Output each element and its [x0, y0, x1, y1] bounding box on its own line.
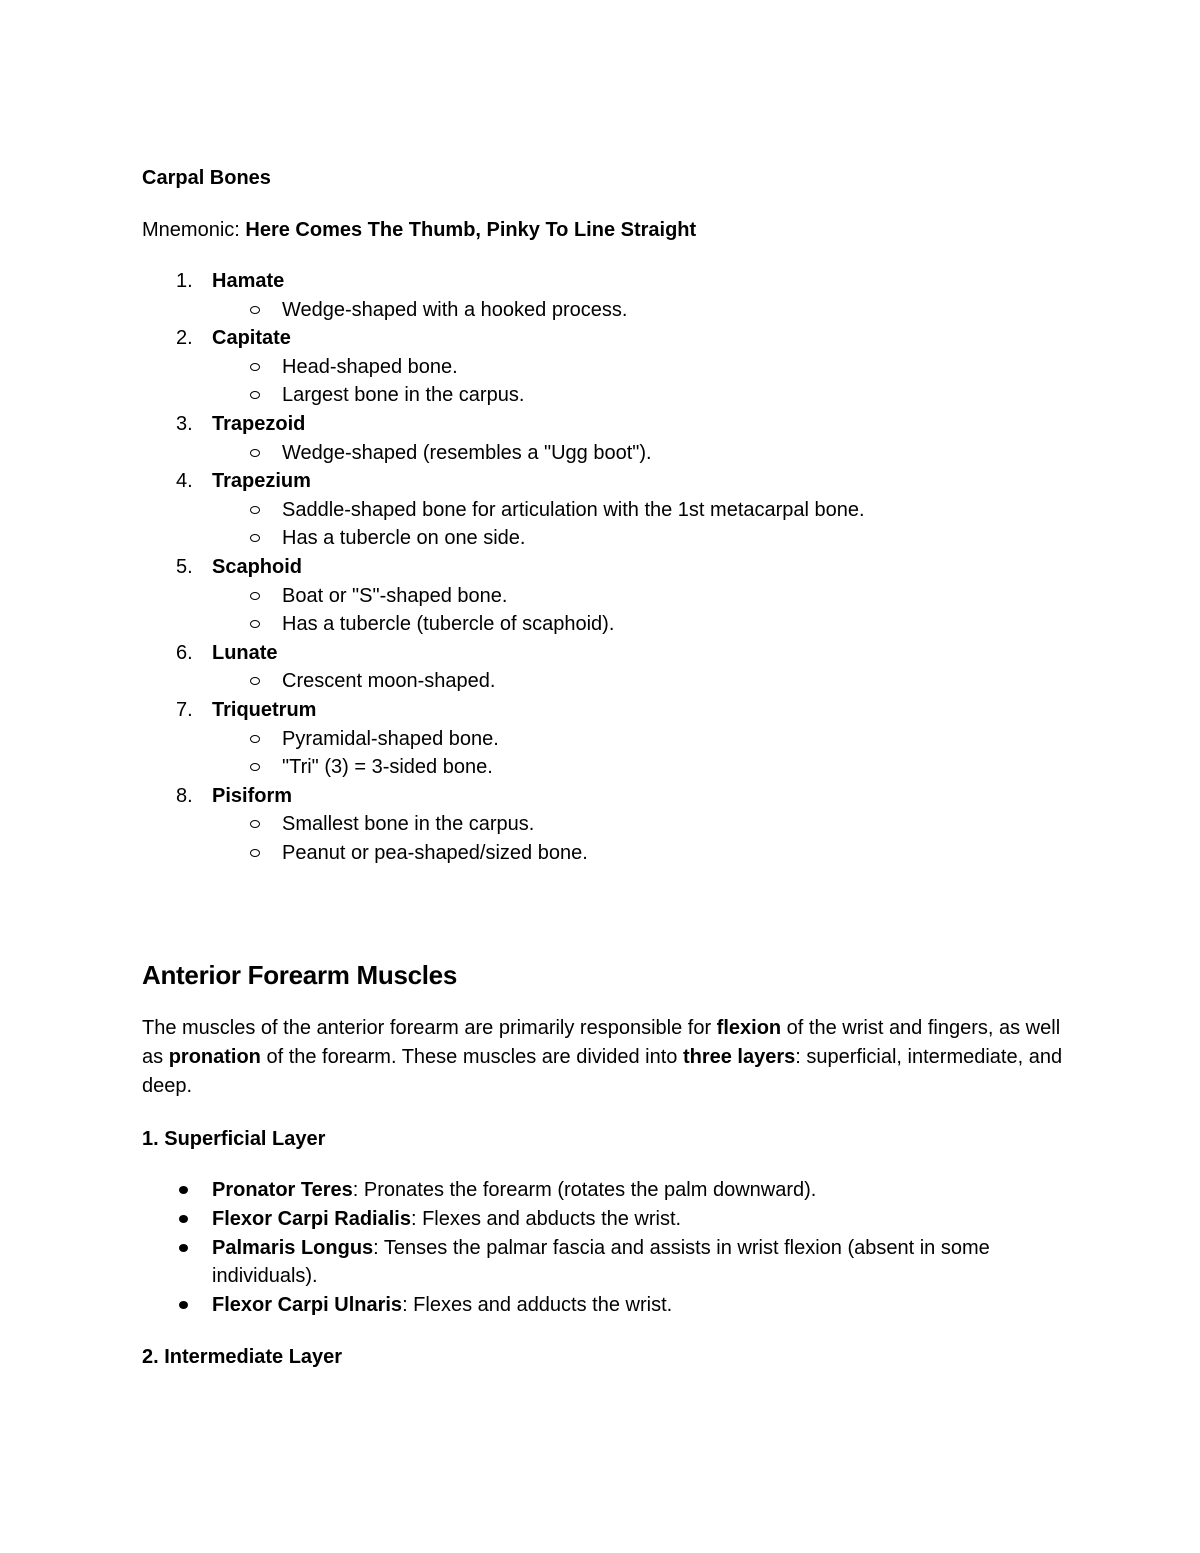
bone-item [142, 696, 1072, 782]
mnemonic-text: Here Comes The Thumb, Pinky To Line Straight [245, 219, 697, 241]
bullet-icon [179, 1215, 188, 1223]
hollow-bullet-icon [250, 677, 260, 685]
carpal-bones-list [142, 267, 1072, 867]
list-number: 2. [176, 327, 193, 350]
muscle-item [142, 1176, 1072, 1205]
bone-note [212, 296, 1072, 325]
intro-text: The muscles of the anterior forearm are primarily responsible for [142, 1017, 717, 1040]
list-number: 7. [176, 698, 193, 721]
bone-name: Lunate [212, 641, 278, 664]
bone-notes [212, 725, 1072, 782]
bone-name: Capitate [212, 327, 291, 350]
bone-note-text: Wedge-shaped with a hooked process. [282, 298, 628, 321]
muscle-name: Flexor Carpi Radialis [212, 1208, 411, 1231]
hollow-bullet-icon [250, 620, 260, 628]
carpal-bones-heading: Carpal Bones [142, 167, 271, 189]
bone-item [142, 267, 1072, 324]
anterior-forearm-heading: Anterior Forearm Muscles [142, 960, 458, 991]
bone-note-text: Has a tubercle on one side. [282, 527, 526, 550]
bone-note [212, 667, 1072, 696]
bone-note-text: Largest bone in the carpus. [282, 384, 525, 407]
list-number: 5. [176, 555, 193, 578]
bone-note-text: Crescent moon-shaped. [282, 670, 496, 693]
hollow-bullet-icon [250, 592, 260, 600]
bone-note [212, 524, 1072, 553]
hollow-bullet-icon [250, 534, 260, 542]
intro-paragraph [142, 1014, 1072, 1101]
list-number: 6. [176, 641, 193, 664]
bone-notes [212, 667, 1072, 696]
muscle-desc: : Tenses the palmar fascia and assists in wrist flexion (absent in some individuals). [212, 1236, 990, 1288]
bone-name: Pisiform [212, 784, 293, 807]
hollow-bullet-icon [250, 820, 260, 828]
list-number: 1. [176, 270, 193, 292]
bone-note-text: Pyramidal-shaped bone. [282, 727, 499, 750]
bone-name: Scaphoid [212, 555, 303, 578]
hollow-bullet-icon [250, 363, 260, 371]
bone-notes [212, 810, 1072, 867]
bone-note [212, 582, 1072, 611]
bone-notes [212, 439, 1072, 468]
muscle-item [142, 1291, 1072, 1320]
bone-note-text: Peanut or pea-shaped/sized bone. [282, 841, 588, 864]
bone-notes [212, 353, 1072, 410]
bone-notes [212, 296, 1072, 325]
bone-note-text: "Tri" (3) = 3-sided bone. [282, 756, 493, 779]
hollow-bullet-icon [250, 763, 260, 771]
intro-text: of the forearm. These muscles are divided into [260, 1046, 683, 1069]
bullet-icon [179, 1244, 188, 1252]
hollow-bullet-icon [250, 391, 260, 399]
bone-note [212, 381, 1072, 410]
intro-text: : superficial, intermediate, and deep. [142, 1046, 1063, 1098]
muscle-item [142, 1234, 1072, 1291]
bone-note [212, 496, 1072, 525]
list-number: 3. [176, 412, 193, 435]
muscle-name: Pronator Teres [212, 1179, 353, 1202]
hollow-bullet-icon [250, 449, 260, 457]
bone-name: Triquetrum [212, 698, 317, 721]
intro-bold: pronation [168, 1046, 261, 1069]
bone-notes [212, 582, 1072, 639]
bone-note-text: Saddle-shaped bone for articulation with the 1st metacarpal bone. [282, 498, 865, 521]
bone-note [212, 610, 1072, 639]
bone-notes [212, 496, 1072, 553]
list-number: 4. [176, 470, 193, 493]
hollow-bullet-icon [250, 306, 260, 314]
bone-note-text: Head-shaped bone. [282, 355, 458, 378]
bone-note [212, 725, 1072, 754]
bone-name: Trapezium [212, 470, 311, 493]
bullet-icon [179, 1186, 188, 1194]
bone-note [212, 753, 1072, 782]
superficial-layer-heading: 1. Superficial Layer [142, 1128, 326, 1151]
intro-bold: three layers [682, 1046, 796, 1069]
list-number: 8. [176, 784, 193, 807]
bone-note [212, 439, 1072, 468]
muscle-desc: : Pronates the forearm (rotates the palm downward). [352, 1179, 817, 1202]
bone-name: Trapezoid [212, 412, 306, 435]
document-content [142, 164, 1072, 1371]
bone-note-text: Has a tubercle (tubercle of scaphoid). [282, 613, 615, 636]
bone-item [142, 553, 1072, 639]
bone-note [212, 353, 1072, 382]
muscle-desc: : Flexes and abducts the wrist. [410, 1208, 682, 1231]
bone-item [142, 782, 1072, 868]
bullet-icon [179, 1301, 188, 1309]
intro-bold: flexion [716, 1017, 782, 1040]
bone-note-text: Smallest bone in the carpus. [282, 813, 535, 836]
superficial-muscles-list [142, 1176, 1072, 1319]
mnemonic-line [142, 216, 1072, 244]
muscle-name: Palmaris Longus [212, 1236, 374, 1259]
muscle-item [142, 1205, 1072, 1234]
bone-note-text: Wedge-shaped (resembles a "Ugg boot"). [282, 441, 652, 464]
mnemonic-label: Mnemonic: [142, 219, 246, 241]
muscle-desc: : Flexes and adducts the wrist. [402, 1293, 673, 1316]
intermediate-layer-heading: 2. Intermediate Layer [142, 1346, 343, 1369]
hollow-bullet-icon [250, 506, 260, 514]
intro-text: of the wrist and fingers, as well as [142, 1017, 1061, 1069]
hollow-bullet-icon [250, 735, 260, 743]
bone-note [212, 810, 1072, 839]
hollow-bullet-icon [250, 849, 260, 857]
muscle-name: Flexor Carpi Ulnaris [212, 1293, 403, 1316]
bone-note-text: Boat or "S"-shaped bone. [282, 584, 508, 607]
bone-item [142, 410, 1072, 467]
bone-item [142, 639, 1072, 696]
bone-note [212, 839, 1072, 868]
bone-name: Hamate [212, 270, 285, 292]
bone-item [142, 324, 1072, 410]
bone-item [142, 467, 1072, 553]
